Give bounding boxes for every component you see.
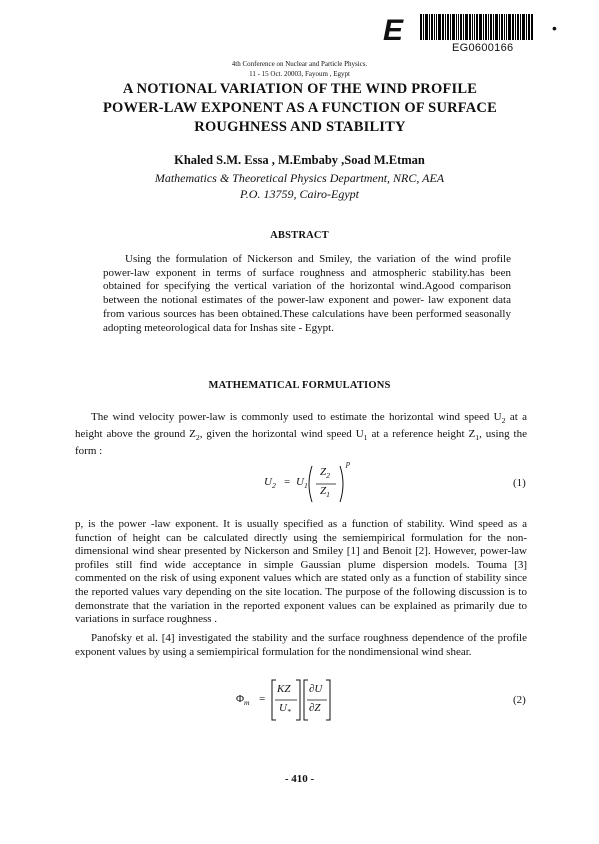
p1-part-d: at a reference height Z <box>367 427 476 440</box>
abstract-heading: ABSTRACT <box>270 230 329 241</box>
equation-1 <box>262 459 352 505</box>
p1-part-c: , given the horizontal wind speed U <box>199 427 364 440</box>
title-line-3: ROUGHNESS AND STABILITY <box>194 119 406 135</box>
paper-title <box>60 80 540 137</box>
eq2-num-2: ∂U <box>309 683 323 695</box>
eq2-den-2: ∂Z <box>309 702 321 714</box>
equation-2 <box>236 678 331 722</box>
eq2-lhs: $\Phi_m$ <box>236 693 250 708</box>
eq1-equals: = <box>284 476 291 488</box>
barcode-image <box>420 14 548 40</box>
title-line-2: POWER-LAW EXPONENT AS A FUNCTION OF SURFACE <box>103 100 497 116</box>
p1-sub-2b: 2 <box>195 432 200 442</box>
eq1-exponent: p <box>346 459 350 468</box>
p1-part-e: , using the form : <box>75 427 527 457</box>
report-number: EG0600166 <box>452 42 514 54</box>
affiliation-line-1: Mathematics & Theoretical Physics Department, NRC, AEA <box>154 171 445 185</box>
paragraph-3: Panofsky et al. [4] investigated the stability and the surface roughness dependence of the profile exponent values by using a semiempirical formulation for the nondimensional wind shear. <box>75 632 527 658</box>
p1-part-b: at a height above the ground Z <box>75 411 528 440</box>
conference-line-2: 11 - 15 Oct. 20003, Fayoum , Egypt <box>249 70 350 78</box>
p1-sub-1: 1 <box>363 432 368 442</box>
conference-line-1: 4th Conference on Nuclear and Particle Physics. <box>231 60 368 68</box>
handwritten-stamp: E <box>383 14 403 47</box>
eq1-numerator: $Z_2$ <box>320 466 330 481</box>
p1-sub-1b: 1 <box>475 432 480 442</box>
mark-dot: • <box>552 20 557 36</box>
title-line-1: A NOTIONAL VARIATION OF THE WIND PROFILE <box>122 81 478 97</box>
eq2-den-1: $U_*$ <box>279 702 291 717</box>
paragraph-2: p, is the power -law exponent. It is usually specified as a function of stability. Wind speed as a function of height can be calculated directly using the semiempirical formulation for the non-dimensional wind shear presented by Nickerson and Smiley [1] and Benoit [2]. However, power-law profiles still find wide acceptance in simple Gaussian plume dispersion models. Touma [3] commented on the risk of using exponent values which are stated only as a function of stability since the reported values vary depending on the site location. The purpose of the following discussion is to demonstrate that the variation in the reported exponent values can be explained as primarily due to variations in surface roughness . <box>75 518 527 626</box>
equation-1-number: (1) <box>513 477 526 489</box>
eq2-equals: = <box>259 693 266 705</box>
p1-part-a: The wind velocity power-law is commonly used to estimate the horizontal wind speed U <box>91 411 502 423</box>
p1-sub-2: 2 <box>501 416 506 426</box>
eq1-denominator: $Z_1$ <box>320 485 330 500</box>
equation-2-number: (2) <box>513 694 526 706</box>
authors: Khaled S.M. Essa , M.Embaby ,Soad M.Etman <box>174 153 425 167</box>
page-number: - 410 - <box>284 773 315 785</box>
eq1-u1: $U_1$ <box>296 476 308 491</box>
eq1-lhs: $U_2$ <box>264 476 276 491</box>
paragraph-1 <box>75 411 527 458</box>
section-heading: MATHEMATICAL FORMULATIONS <box>208 380 391 391</box>
abstract-text: Using the formulation of Nickerson and Smiley, the variation of the wind profile power-law exponent in terms of surface roughness and atmospheric stability.has been obtained for specifying the vertical variation of the horizontal wind.Agood comparison between the notional estimates of the power-law exponent and power- law exponent data from various sources has been obtained.These calculations have been performed seasonally adopting meteorological data for Inshas site - Egypt. <box>103 253 511 334</box>
eq2-num-1: KZ <box>277 683 291 695</box>
affiliation-line-2: P.O. 13759, Cairo-Egypt <box>240 187 359 201</box>
